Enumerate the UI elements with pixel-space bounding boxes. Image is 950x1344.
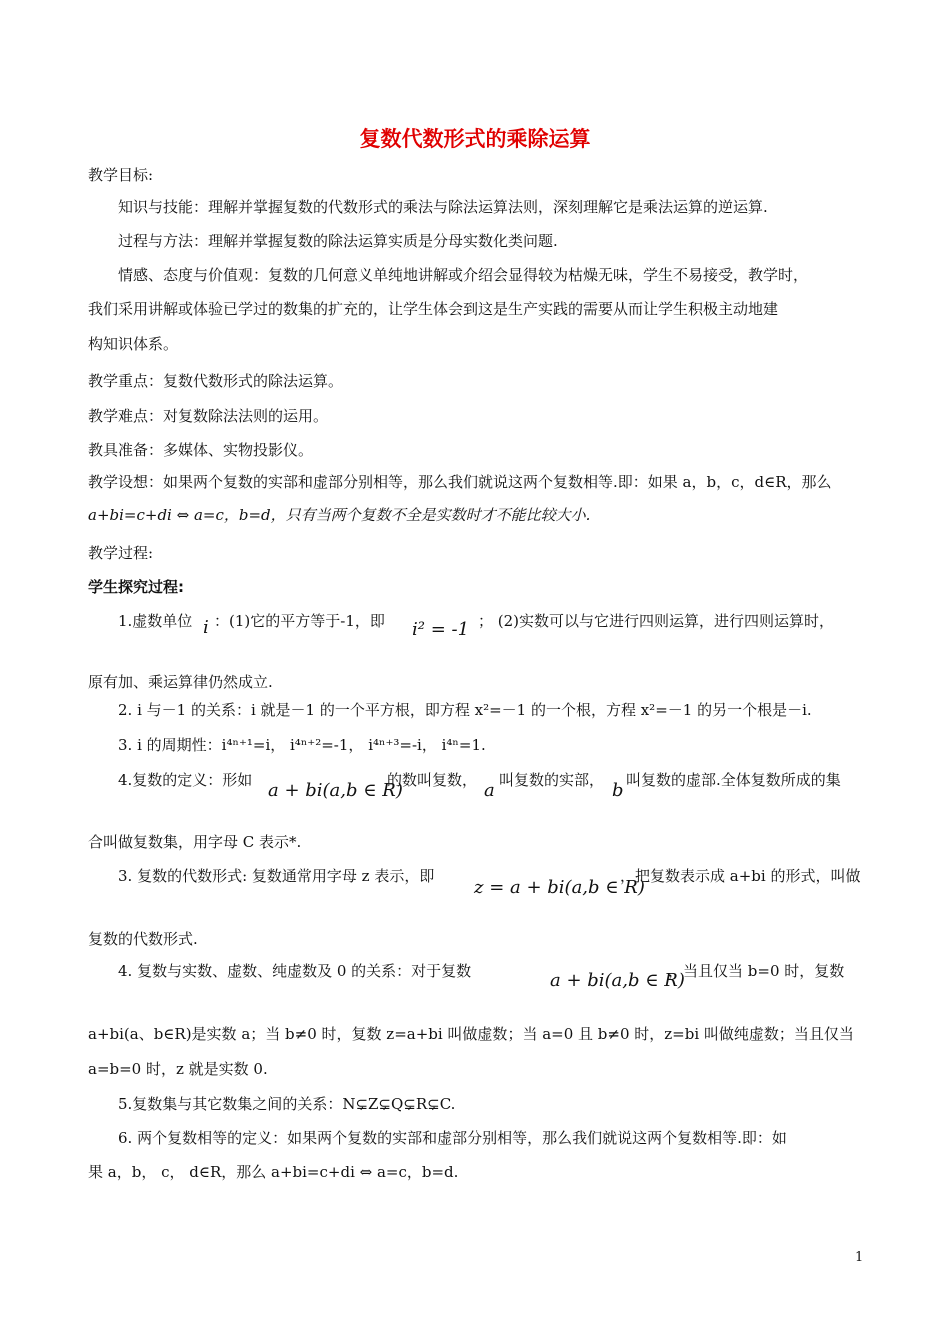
text-line: 情感、态度与价值观：复数的几何意义单纯地讲解或介绍会显得较为枯燥无味，学生不易接受，教学时， (118, 266, 809, 284)
document-title: 复数代数形式的乘除运算 (359, 127, 591, 151)
text-line: 教学设想：如果两个复数的实部和虚部分别相等，那么我们就说这两个复数相等.即：如果 a，b，c，d∈R，那么 (88, 473, 832, 491)
text-line: 6. 两个复数相等的定义：如果两个复数的实部和虚部分别相等，那么我们就说这两个复数相等.即：如 (118, 1129, 787, 1147)
text-line: 的数叫复数， (387, 771, 478, 789)
text-line: 教学过程: (88, 544, 154, 562)
page-number: 1 (855, 1250, 864, 1265)
text-line: 我们采用讲解或体验已学过的数集的扩充的，让学生体会到这是生产实践的需要从而让学生积极主动地建 (88, 300, 779, 318)
math-complex-form: a + bi(a,b ∈ R) (268, 780, 403, 801)
math-complex-form: a + bi(a,b ∈ R) (550, 970, 685, 991)
text-line: ，当且仅当 b=0 时，复数 (668, 962, 845, 980)
text-line: 合叫做复数集，用字母 C 表示*. (88, 833, 302, 851)
text-line: 5.复数集与其它数集之间的关系：N⊊Z⊊Q⊊R⊊C. (118, 1095, 456, 1113)
text-line: 教学难点：对复数除法法则的运用。 (88, 407, 329, 425)
text-line: 教学重点：复数代数形式的除法运算。 (88, 372, 344, 390)
math-z-form: z = a + bi(a,b ∈ R) (474, 877, 645, 898)
text-line: ，把复数表示成 a+bi 的形式，叫做 (620, 867, 861, 885)
math-i: i (203, 617, 209, 638)
text-line: a+bi=c+di ⇔ a=c，b=d，只有当两个复数不全是实数时才不能比较大小. (88, 506, 591, 524)
text-line: 过程与方法：理解并掌握复数的除法运算实质是分母实数化类问题. (118, 232, 558, 250)
text-line: 3. 复数的代数形式: 复数通常用字母 z 表示，即 (118, 867, 435, 885)
section-heading: 学生探究过程: (88, 578, 184, 596)
text-line: 叫复数的实部， (499, 771, 605, 789)
text-line: ； (2)实数可以与它进行四则运算，进行四则运算时， (478, 612, 835, 630)
text-line: a+bi(a、b∈R)是实数 a；当 b≠0 时，复数 z=a+bi 叫做虚数；当 a=0 且 b≠0 时，z=bi 叫做纯虚数；当且仅当 (88, 1025, 854, 1043)
text-line: 教学目标: (88, 166, 154, 184)
text-line: ：(1)它的平方等于-1，即 (214, 612, 385, 630)
text-line: 1.虚数单位 (118, 612, 193, 630)
text-line: 3. i 的周期性：i⁴ⁿ⁺¹=i， i⁴ⁿ⁺²=-1， i⁴ⁿ⁺³=-i， i⁴ⁿ=1. (118, 736, 486, 754)
text-line: 构知识体系。 (88, 335, 179, 353)
math-b: b (612, 780, 624, 801)
text-line: 2. i 与－1 的关系：i 就是－1 的一个平方根，即方程 x²=－1 的一个根，方程 x²=－1 的另一个根是－i. (118, 701, 812, 719)
text-line: 知识与技能：理解并掌握复数的代数形式的乘法与除法运算法则，深刻理解它是乘法运算的逆运算. (118, 198, 768, 216)
text-line: 叫复数的虚部.全体复数所成的集 (626, 771, 841, 789)
math-a: a (484, 780, 495, 801)
math-i-squared: i² = -1 (412, 619, 470, 640)
text-line: 4.复数的定义：形如 (118, 771, 253, 789)
text-line: 4. 复数与实数、虚数、纯虚数及 0 的关系：对于复数 (118, 962, 472, 980)
text-line: 复数的代数形式. (88, 930, 198, 948)
text-line: 原有加、乘运算律仍然成立. (88, 673, 273, 691)
text-line: 果 a，b， c， d∈R，那么 a+bi=c+di ⇔ a=c，b=d. (88, 1163, 459, 1181)
text-line: 教具准备：多媒体、实物投影仪。 (88, 441, 314, 459)
text-line: a=b=0 时，z 就是实数 0. (88, 1060, 268, 1078)
